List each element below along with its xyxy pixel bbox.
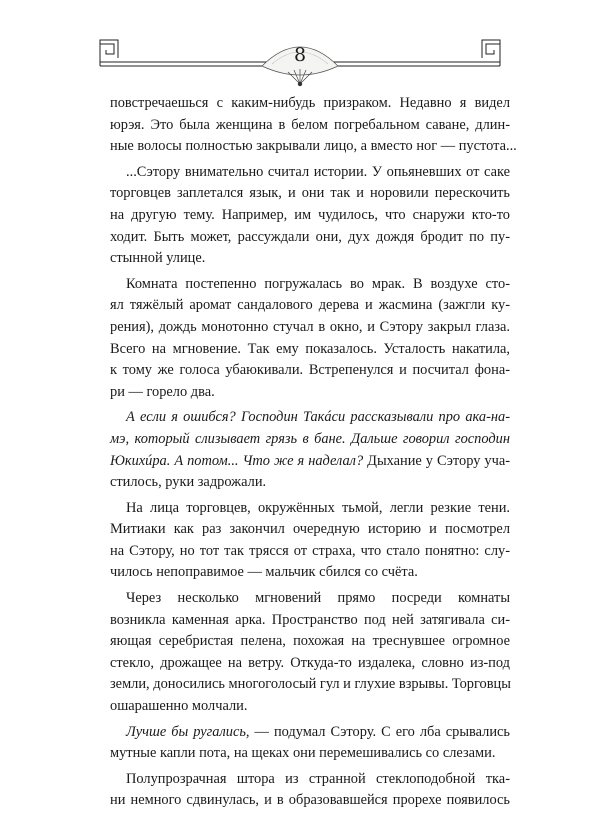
text-line: стилось, руки задрожали. [110, 474, 267, 491]
text-line: ошарашенно молчали. [110, 698, 248, 715]
text-line: ри — горело два. [110, 383, 215, 400]
text-line: мутные капли пота, на щеках они перемешивались со слезами. [110, 745, 496, 762]
text-line: ял тяжёлый аромат сандалового дерева и жасмина (зажгли ку- [110, 297, 510, 314]
paragraph [110, 407, 510, 493]
text-line: стынной улице. [110, 250, 206, 267]
right-fret-border [332, 40, 500, 66]
paragraph [110, 498, 510, 584]
text-line: Через несколько мгновений прямо посреди комнаты [126, 590, 510, 607]
text-line: Митиаки как раз закончил очередную историю и посмотрел [110, 521, 510, 538]
text-line: ные волосы полностью закрывали лицо, а вместо ног — пустота... [110, 138, 517, 155]
paragraph [110, 93, 517, 158]
paragraph [110, 769, 510, 812]
text-line: торговцев заплетался язык, и они так и норовили перескочить [110, 185, 510, 202]
text-line: Полупрозрачная штора из странной стеклоподобной тка- [126, 770, 510, 787]
italic-text: Юкихúра. А потом... Что же я наделал? [110, 452, 364, 469]
text-line [110, 407, 510, 429]
body-text [110, 93, 517, 816]
text-line: юрэя. Это была женщина в белом погребальном саване, длин- [110, 116, 510, 133]
text-line: к тому же голоса убаюкивали. Встрепенулся и посчитал фона- [110, 362, 510, 379]
text-line: ходит. Быть может, рассуждали они, дух дождя бродит по пу- [110, 228, 510, 245]
text-run: — подумал Сэтору. С его лба срывались [249, 723, 510, 740]
paragraph [110, 588, 510, 718]
italic-text: мэ, который слизывает грязь в бане. Дальше говорил господин [110, 430, 510, 447]
paragraph [110, 162, 510, 270]
text-line: Всего на мгновение. Так ему показалось. Усталость накатила, [110, 340, 510, 357]
text-line: стекло, дрожащее на ветру. Откуда-то издалека, словно из-под [110, 654, 510, 671]
paragraph [110, 274, 510, 404]
text-line: земли, доносились многоголосый гул и глухие взрывы. Торговцы [110, 676, 511, 693]
left-fret-border [100, 40, 268, 66]
text-line: Комната постепенно погружалась во мрак. В воздухе сто- [126, 275, 510, 292]
text-line: рения), дождь монотонно стучал в окно, и Сэтору закрыл глаза. [110, 318, 510, 335]
text-line: На лица торговцев, окружённых тьмой, легли резкие тени. [126, 499, 510, 516]
text-run: Дыхание у Сэтору уча- [363, 452, 510, 469]
italic-text: Лучше бы ругались, [126, 723, 250, 740]
paragraph [110, 722, 510, 765]
text-line: на другую тему. Например, им чудилось, что снаружи кто-то [110, 206, 510, 223]
text-line: ...Сэтору внимательно считал истории. У опьяневших от саке [126, 163, 510, 180]
text-line: чилось непоправимое — мальчик сбился со счёта. [110, 564, 418, 581]
text-line [110, 722, 510, 744]
text-line: ни немного сдвинулась, и в образовавшейся прорехе появилось [110, 792, 510, 809]
italic-text: А если я ошибся? Господин Такáси рассказывали про ака-на- [126, 409, 510, 426]
text-line: яющая серебристая пелена, похожая на треснувшее огромное [110, 633, 510, 650]
text-line [110, 429, 510, 451]
text-line [110, 451, 510, 473]
text-line: возникла каменная арка. Пространство под ней затягивала си- [110, 611, 510, 628]
page-number: 8 [293, 44, 307, 66]
text-line: на Сэтору, но тот так трясся от страха, что стало понятно: слу- [110, 542, 510, 559]
text-line: повстречаешься с каким-нибудь призраком. Недавно я видел [110, 95, 510, 111]
